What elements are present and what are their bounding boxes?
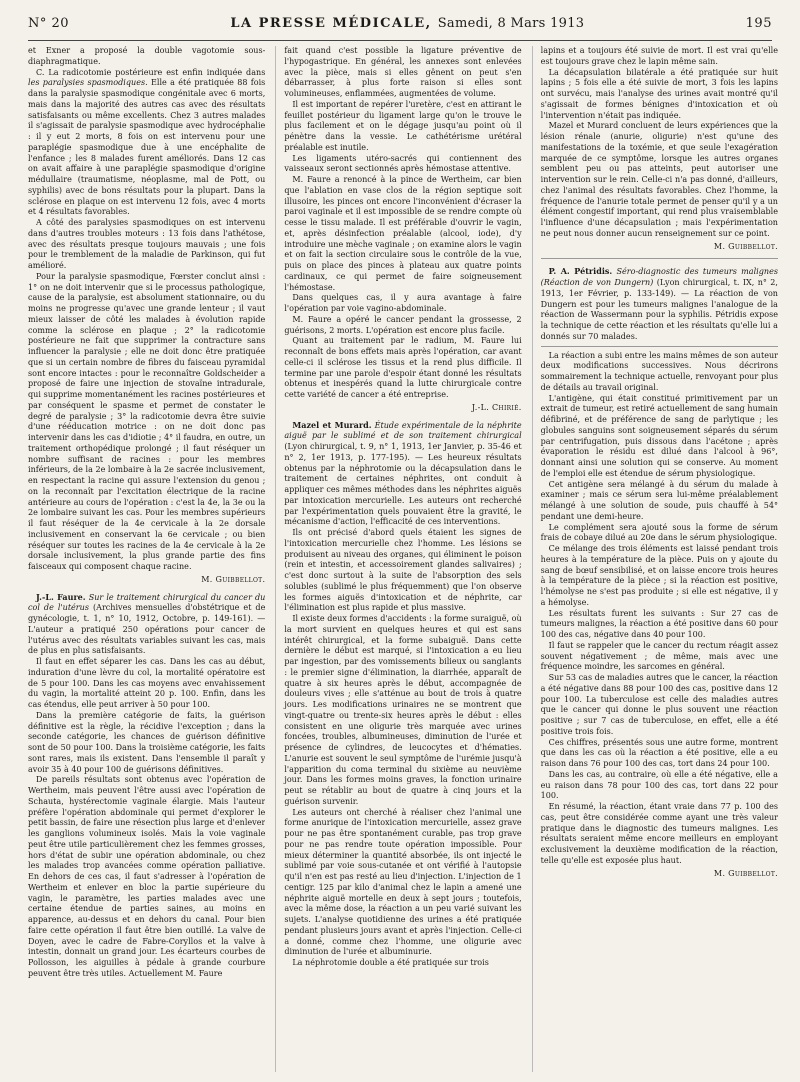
article-title: Étude expérimentale de la néphrite aiguë par le sublimé et de son traitement chirurgical [284,420,522,441]
paragraph: Dans quelques cas, il y aura avantage à faire l'opération par voie vagino-abdominale. [284,293,522,313]
paragraph: Pour la paralysie spasmodique, Fœrster conclut ainsi : 1° on ne doit intervenir que si le processus pathologique, cause de la paralysie, est absolument stationnaire, ou du moins ne progresse qu'avec une grande lenteur ; il vaut mieux laisser de côté les malades à évolution rapide comme la sclérose en plaque ; 2° la radicotomie postérieure ne fait que supprimer la contracture sans influencer la paralysie ; elle ne doit donc être pratiquée que si un certain nombre de fibres du faisceau pyramidal sont encore intactes : pour le reconnaître Goldscheider a proposé de faire une injection de stovaïne intradurale, qui supprime momentanément les racines postérieures et par conséquent le spasme et permet de constater le degré de paralysie ; 3° la radicotomie devra être suivie d'une rééducation motrice : on ne doit donc pas intervenir dans les cas d'idiotie ; 4° il faudra, en outre, un traitement orthopédique prolongé ; il faut réséquer un nombre suffisant de racines : pour les membres inférieurs, de la 2e lombaire à la 2e sacrée inclusivement, en respectant la racine qui assure l'extension du genou ; on la reconnaît par l'excitation électrique de la racine antérieure au cours de l'opération : c'est la 4e, la 3e ou la 2e lombaire suivant les cas. Pour les membres supérieurs il faut réséquer de la 4e cervicale à la 2e dorsale inclusivement en conservant la 6e cervicale ; ou bien réséquer sur toutes les racines de la 4e cervicale à la 2e dorsale inclusivement, la plus grande partie des fins faisceaux qui composent chaque racine. [28,271,266,571]
paragraph: lapins et a toujours été suivie de mort. Il est vrai qu'elle est toujours grave chez le lapin même sain. [540,46,778,66]
header-rule [28,40,772,41]
signature: M. Guibbellot. [201,574,266,584]
paragraph: Le complément sera ajouté sous la forme de sérum frais de cobaye dilué au 20e dans le sérum physiologique. [540,522,778,543]
paragraph [28,68,265,219]
paragraph: Les résultats furent les suivants : Sur 27 cas de tumeurs malignes, la réaction a été positive dans 60 pour 100 des cas, négative dans 40 pour 100. [540,608,778,639]
paragraph: Mazel et Murard concluent de leurs expériences que la lésion rénale (anurie, oligurie) n'est qu'une des manifestations de la toxémie, et que seule l'exagération marquée de ce symptôme, lorsque les autres organes semblent peu ou pas atteints, peut autoriser une intervention sur le rein. Celle-ci n'a pas donné, d'ailleurs, chez l'animal des résultats favorables. Chez l'homme, la fréquence de l'anurie totale permet de penser qu'il y a un élément congestif important, qui rend plus vraisemblable l'influence d'une décapsulation ; mais l'expérimentation ne peut nous donner aucun renseignement sur ce point. [540,121,778,238]
article-heading [541,266,778,342]
paragraph: La réaction a subi entre les mains mêmes de son auteur deux modifications successives. Nous décrirons sommairement la technique actuelle, renvoyant pour plus de détails au travail original. [540,350,778,392]
paragraph: Dans les cas, au contraire, où elle a été négative, elle a eu raison dans 78 pour 100 des cas, tort dans 22 pour 100. [540,769,778,801]
page-number: 195 [745,16,772,31]
article-columns [28,46,778,1072]
paragraph: Quant au traitement par le radium, M. Faure lui reconnaît de bons effets mais après l'opération, car avant celle-ci il sclérose les tissus et la rend plus difficile. Il termine par une parole d'espoir étant donné les résultats obtenus et inespérés quand la lutte chirurgicale contre cette variété de cancer a été entreprise. [284,336,522,399]
paragraph: Il existe deux formes d'accidents : la forme suraiguë, où la mort survient en quelques heures et qui est sans intérêt chirurgical, et la forme subaiguë. Dans cette dernière le début est marqué, si l'intoxication a eu lieu par ingestion, par des vomissements bilieux ou sanglants : le premier signe d'élimination, la diarrhée, apparaît de quatre à six heures après le début, accompagnée de douleurs vives ; elle s'atténue au bout de trois à quatre jours. Les modifications urinaires ne se montrent que vingt-quatre ou trente-six heures après le début : elles consistent en une oligurie très marquée avec urines foncées, troubles, albumineuses, diminution de l'urée et présence de cylindres, de leucocytes et d'hématies. L'anurie est souvent le seul symptôme de l'urémie jusqu'à l'apparition du coma terminal du sixième au neuvième jour. Dans les formes moins graves, la fonction urinaire peut se rétablir au bout de quatre à cinq jours et la guérison survenir. [284,614,522,806]
issue-date: Samedi, 8 Mars 1913 [437,16,585,31]
text-run: C. La radicotomie postérieure est enfin indiquée dans [36,67,266,77]
paragraph: De pareils résultats sont obtenus avec l'opération de Wertheim, mais peuvent l'être aussi avec l'opération de Schauta, hystérectomie vaginale élargie. Mais l'auteur préfère l'opération abdominale qui permet d'explorer le petit bassin, de faire une résection plus large et d'enlever les ganglions volumineux isolés. Mais la voie vaginale peut être utile particulièrement chez les femmes grosses, hors d'état de subir une opération abdominale, ou chez les malades trop avancées comme opération palliative. En dehors de ces cas, il faut s'adresser à l'opération de Wertheim et enlever en bloc la partie supérieure du vagin, le paramètre, les parties malades avec une certaine étendue de parties saines, au moins en apparence, au-dessus et en dehors du canal. Pour bien faire cette opération il faut être bien outillé. La valve de Doyen, avec le cadre de Fabre-Coryllos et la valve à intestin, donnait un grand jour. Les écarteurs courbes de Pollosson, les aiguilles à pédale à grande courbure peuvent être très utiles. Actuellement M. Faure [28,775,266,978]
paragraph: En résumé, la réaction, étant vraie dans 77 p. 100 des cas, peut être considérée comme ayant une très valeur pratique dans le diagnostic des tumeurs malignes. Les résultats seraient même encore meilleurs en employant exclusivement la deuxième modification de la réaction, telle qu'elle est exposée plus haut. [540,802,778,865]
emphasis: les paralysies spasmodiques [28,78,146,88]
paragraph: La décapsulation bilatérale a été pratiquée sur huit lapins ; 5 fois elle a été suivie de mort, 3 fois les lapins ont survécu, mais l'analyse des urines avait montré qu'il s'agissait de formes bénignes d'intoxication et où l'intervention n'était pas indiquée. [540,67,778,120]
article-author: P. A. Pétridis. [548,266,613,277]
article-reference: (Lyon chirurgical, t. 9, n° 1, 1913, 1er Janvier, p. 35-46 et n° 2, 1er 1913, p. 177-195). — Les heureux résultats obtenus par la néphrotomie ou la décapsulation dans le traitement de certaines néphrites, ont conduit à appliquer ces mêmes méthodes dans les néphrites aiguës par intoxication mercurielle. Les auteurs ont recherché par l'expérimentation quels pouvaient être la gravité, le mécanisme d'action, l'efficacité de ces interventions. [284,442,522,527]
article-reference: (Archives mensuelles d'obstétrique et de gynécologie, t. 1, n° 10, 1912, Octobre, p. 149-161). — L'auteur a pratiqué 250 opérations pour cancer de l'utérus avec des résultats variables suivant les cas, mais de plus en plus satisfaisants. [28,603,266,656]
paragraph: M. Faure a renoncé à la pince de Wertheim, car bien que l'ablation en vase clos de la région septique soit illusoire, les pinces ont encore l'inconvénient d'écraser la paroi vaginale et il est impossible de se rendre compte où cesse le tissu malade. Il est préférable d'ouvrir le vagin, et, après désinfection préalable (alcool, iode), d'y introduire une mèche vaginale ; on examine alors le vagin et on fait la section circulaire sous le contrôle de la vue, puis on place des pinces à plateau aux quatre points cardinaux, ce qui permet de faire soigneusement l'hémostase. [284,175,522,292]
signature: J.-L. Chirié. [471,402,522,412]
paragraph: et Exner a proposé la double vagotomie sous-diaphragmatique. [28,46,266,66]
paragraph: Sur 53 cas de maladies autres que le cancer, la réaction a été négative dans 88 pour 100 des cas, positive dans 12 pour 100. La tuberculose est celle des maladies autres que le cancer qui donne le plus souvent une réaction positive ; sur 7 cas de tuberculose, en effet, elle a été positive trois fois. [540,673,778,736]
paragraph: Dans la première catégorie de faits, la guérison définitive est la règle, la récidive l'exception ; dans la seconde catégorie, les chances de guérison définitive sont de 50 pour 100. Dans la troisième catégorie, les faits sont rares, mais ils existent. Dans l'ensemble il paraît y avoir 35 à 40 pour 100 de guérisons définitives. [28,710,266,774]
column-3 [532,46,778,1072]
paragraph: A côté des paralysies spasmodiques on est intervenu dans d'autres troubles moteurs : 13 fois dans l'athétose, avec des résultats presque toujours mauvais ; une fois pour le tremblement de la maladie de Parkinson, qui fut amélioré. [28,218,266,270]
text-run: . Elle a été pratiquée 88 fois dans la paralysie spasmodique congénitale avec 6 morts, mais dans la majorité des autres cas avec des résultats satisfaisants ou même excellents. Chez 3 autres malades il s'agissait de paralysie spasmodique avec hydrocéphalie : il y eut 2 morts, 8 fois on est intervenu pour une paraplégie spasmodique due à une encéphalite de l'enfance ; les 8 malades furent améliorés. Dans 12 cas on avait affaire à une paraplégie spasmodique d'origine médullaire (traumatisme, néoplasme, mal de Pott, ou syphilis) avec de bons résultats pour la plupart. Dans la sclérose en plaque on est intervenu 12 fois, avec 4 morts et 4 résultats favorables. [28,78,266,217]
page-header [28,16,772,38]
article-author: Mazel et Murard. [292,419,372,430]
paragraph: Ces chiffres, présentés sous une autre forme, montrent que dans les cas où la réaction a été positive, elle a eu raison dans 76 pour 100 des cas, tort dans 24 pour 100. [540,737,778,768]
article-author: J.-L. Faure. [36,591,86,602]
article-title: Sur le traitement chirurgical du cancer du col de l'utérus [28,592,266,613]
paragraph: Ce mélange des trois éléments est laissé pendant trois heures à la température de la pièce. Puis on y ajoute du sang de bœuf sensibilisé, et on laisse encore trois heures à la température de la pièce ; si la réaction est positive, l'hémolyse ne s'est pas produite ; si elle est négative, il y a hémolyse. [540,544,778,607]
article-title: Séro-diagnostic des tumeurs malignes (Réaction de von Dungern) [540,267,778,287]
paragraph: Ils ont précisé d'abord quels étaient les signes de l'intoxication mercurielle chez l'homme. Les lésions se produisent au niveau des organes, qui éliminent le poison (rein et intestin, et accessoirement glandes salivaires) ; c'est donc surtout à la suite de l'absorption des sels solubles (sublimé le plus fréquemment) que l'on observe les formes aiguës d'intoxication et de néphrite, car l'élimination est plus rapide et plus massive. [284,528,522,613]
article-heading [28,592,265,658]
journal-title [230,16,584,31]
column-1 [28,46,265,1072]
paragraph: Les ligaments utéro-sacrés qui contiennent des vaisseaux seront sectionnés après hémostase attentive. [284,153,522,174]
paragraph: Les auteurs ont cherché à réaliser chez l'animal une forme anurique de l'intoxication mercurielle, assez grave pour ne pas être spontanément curable, pas trop grave pour ne pas rendre toute opération impossible. Pour mieux déterminer la quantité absorbée, ils ont injecté le sublimé par voie sous-cutanée et ont vérifié à l'autopsie qu'il n'en est pas resté au lieu d'injection. L'injection de 1 centigr. 125 par kilo d'animal chez le lapin a amené une néphrite aiguë mortelle en deux à sept jours ; toutefois, avec la même dose, la réaction a un peu varié suivant les sujets. L'analyse quotidienne des urines a été pratiquée pendant plusieurs jours avant et après l'injection. Celle-ci a donné, comme chez l'homme, une oligurie avec diminution de l'urée et albuminurie. [284,807,522,957]
paragraph: L'antigène, qui était constitué primitivement par un extrait de tumeur, est retiré actuellement de sang humain défibriné, et de préférence de sang de parlytique ; les globules sanguins sont soigneusement séparés du sérum par centrifugation, puis dissous dans l'acétone ; après évaporation le résidu est dilué dans l'alcool à 96°, donnant ainsi une solution qui se conserve. Au moment de l'emploi elle est étendue de sérum physiologique. [540,393,778,478]
paragraph: Il est important de repérer l'uretère, c'est en attirant le feuillet postérieur du ligament large qu'on le trouve le plus facilement et on le dégage jusqu'au point où il pénètre dans la vessie. Le cathétérisme urétéral préalable est inutile. [284,99,522,152]
journal-name: LA PRESSE MÉDICALE, [230,16,432,31]
issue-number: N° 20 [28,16,70,31]
paragraph: La néphrotomie double a été pratiquée sur trois [292,958,489,967]
paragraph: Il faut en effet séparer les cas. Dans les cas au début, induration d'une lèvre du col, la mortalité opératoire est de 5 pour 100. Dans les cas moyens avec envahissement du vagin, la mortalité atteint 20 p. 100. Enfin, dans les cas étendus, elle peut arriver à 50 pour 100. [28,657,266,709]
article-heading [284,420,521,529]
paragraph: Il faut se rappeler que le cancer du rectum réagit assez souvent négativement ; de même, mais avec une fréquence moindre, les sarcomes en général. [540,640,778,672]
paragraph: Cet antigène sera mélangé à du sérum du malade à examiner ; mais ce sérum sera lui-même préalablement mélangé à une solution de soude, puis chauffé à 54° pendant une demi-heure. [540,479,778,521]
column-2 [275,46,521,1072]
paragraph: fait quand c'est possible la ligature préventive de l'hypogastrique. En général, les annexes sont enlevées avec la pièce, mais si elles gênent on peut s'en débarrasser, à plus forte raison si elles sont volumineuses, enflammées, augmentées de volume. [284,46,522,98]
paragraph: M. Faure a opéré le cancer pendant la grossesse, 2 guérisons, 2 morts. L'opération est encore plus facile. [284,314,522,335]
article-reference: (Lyon chirurgical, t. IX, n° 2, 1913, 1er Février, p. 133-149). — La réaction de von Dungern est pour les tumeurs malignes l'analogue de la réaction de Wassermann pour la syphilis. Pétridis expose la technique de cette réaction et les résultats qu'elle lui a donnés sur 70 malades. [540,278,778,341]
signature: M. Guibbellot. [713,241,778,251]
signature: M. Guibbellot. [713,868,778,878]
article-box [541,258,778,346]
